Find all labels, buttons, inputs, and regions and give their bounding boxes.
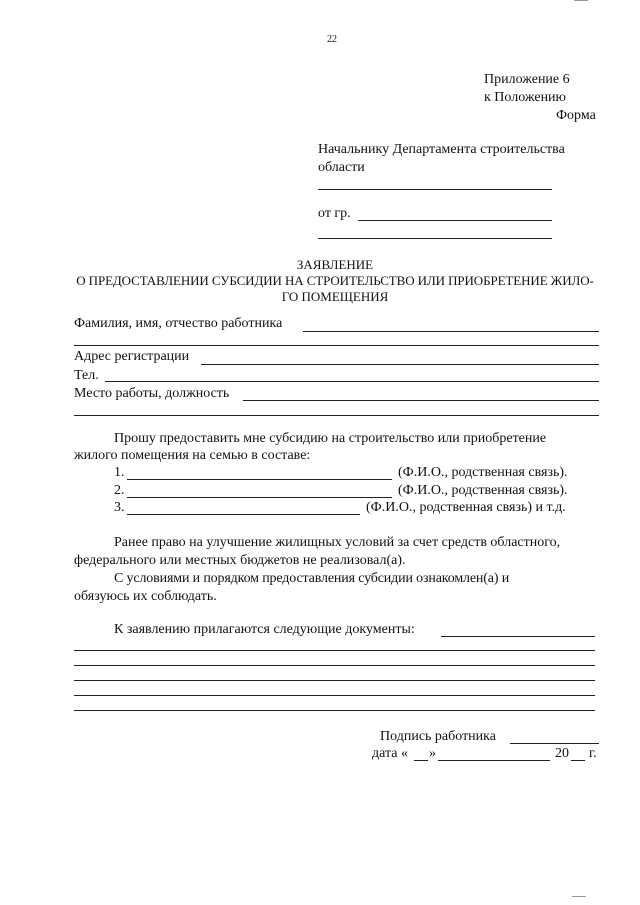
family-hint-3: (Ф.И.О., родственная связь) и т.д. [366,500,566,515]
phone-blank[interactable] [105,381,599,382]
work-blank-2[interactable] [74,415,599,416]
date-year-prefix: 20 [555,746,569,761]
statement-line-1: Ранее право на улучшение жилищных условий за счет средств областного, [114,535,561,550]
family-blank-3[interactable] [127,514,360,515]
name-blank-2[interactable] [74,345,599,346]
family-hint-2: (Ф.И.О., родственная связь). [398,483,568,498]
family-blank-1[interactable] [127,479,392,480]
work-blank[interactable] [243,400,599,401]
addressee-line-1: Начальнику Департамента строительства [318,142,565,157]
document-title: ЗАЯВЛЕНИЕ [296,257,374,272]
date-year-blank[interactable] [571,760,585,761]
annex-line-1: Приложение 6 [484,72,570,87]
attachments-blank-2[interactable] [74,665,595,666]
date-day-blank[interactable] [414,760,428,761]
from-name-blank[interactable] [358,220,552,221]
family-hint-1: (Ф.И.О., родственная связь). [398,465,568,480]
document-subtitle-2: ГО ПОМЕЩЕНИЯ [281,289,389,304]
scan-mark-bottom [572,896,586,897]
address-blank[interactable] [201,364,599,365]
document-subtitle-1: О ПРЕДОСТАВЛЕНИИ СУБСИДИИ НА СТРОИТЕЛЬСТВО ИЛИ ПРИОБРЕТЕНИЕ ЖИЛО- [76,273,594,288]
attachments-blank-4[interactable] [74,695,595,696]
date-close-quote: » [429,746,436,761]
request-line-1: Прошу предоставить мне субсидию на строительство или приобретение [114,431,547,446]
signature-blank[interactable] [510,743,599,744]
attachments-blank-3[interactable] [74,680,595,681]
page-number: 22 [327,34,337,45]
family-num-2: 2. [114,483,125,498]
family-blank-2[interactable] [127,497,392,498]
attachments-label: К заявлению прилагаются следующие документы: [114,622,415,637]
attachments-blank-5[interactable] [74,710,595,711]
from-label: от гр. [318,206,351,221]
name-label: Фамилия, имя, отчество работника [74,316,283,331]
date-label: дата « [372,746,408,761]
addressee-line-2: области [318,160,365,175]
addressee-blank-2[interactable] [318,238,552,239]
work-label: Место работы, должность [74,386,230,401]
address-label: Адрес регистрации [74,349,190,364]
statement-line-3: С условиями и порядком предоставления субсидии ознакомлен(а) и [114,571,510,586]
annex-line-2: к Положению [484,90,567,105]
scan-mark-top [574,0,588,1]
attachments-blank-1[interactable] [74,650,595,651]
addressee-blank-1[interactable] [318,189,552,190]
date-month-blank[interactable] [438,760,550,761]
statement-line-4: обязуюсь их соблюдать. [74,589,217,604]
annex-form-label: Форма [556,108,596,123]
statement-line-2: федерального или местных бюджетов не реализовал(а). [74,553,406,568]
phone-label: Тел. [74,368,99,383]
request-line-2: жилого помещения на семью в составе: [74,448,311,463]
family-num-3: 3. [114,500,125,515]
date-year-suffix: г. [589,746,597,761]
name-blank[interactable] [303,331,599,332]
signature-label: Подпись работника [380,729,496,744]
family-num-1: 1. [114,465,125,480]
attachments-blank-0[interactable] [441,636,595,637]
